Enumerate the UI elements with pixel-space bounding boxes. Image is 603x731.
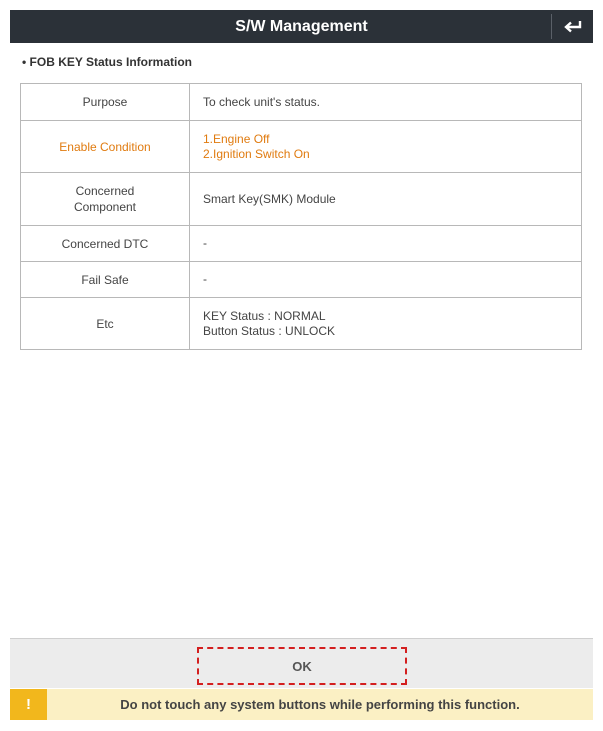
table-row [21,121,582,173]
info-table [20,83,582,350]
row-value: - [190,226,582,262]
row-label: Etc [21,298,190,350]
table-row [21,298,582,350]
row-value: KEY Status : NORMAL Button Status : UNLOCK [190,298,582,350]
warning-icon: ! [10,689,47,720]
page-title: S/W Management [235,18,368,35]
back-button[interactable] [553,10,593,43]
row-value: - [190,262,582,298]
table-row [21,84,582,121]
warning-text: Do not touch any system buttons while performing this function. [120,697,520,712]
row-label: Concerned Component [21,173,190,226]
header-divider [551,14,552,39]
title-bar [10,10,593,43]
back-arrow-icon [563,19,583,35]
table-row [21,226,582,262]
row-label: Fail Safe [21,262,190,298]
table-row [21,262,582,298]
section-title: • FOB KEY Status Information [22,55,192,69]
row-value: To check unit's status. [190,84,582,121]
table-row [21,173,582,226]
ok-button[interactable]: OK [197,647,407,685]
row-value: 1.Engine Off 2.Ignition Switch On [190,121,582,173]
row-label: Enable Condition [21,121,190,173]
warning-bar [10,689,593,720]
row-label: Concerned DTC [21,226,190,262]
row-label: Purpose [21,84,190,121]
row-value: Smart Key(SMK) Module [190,173,582,226]
